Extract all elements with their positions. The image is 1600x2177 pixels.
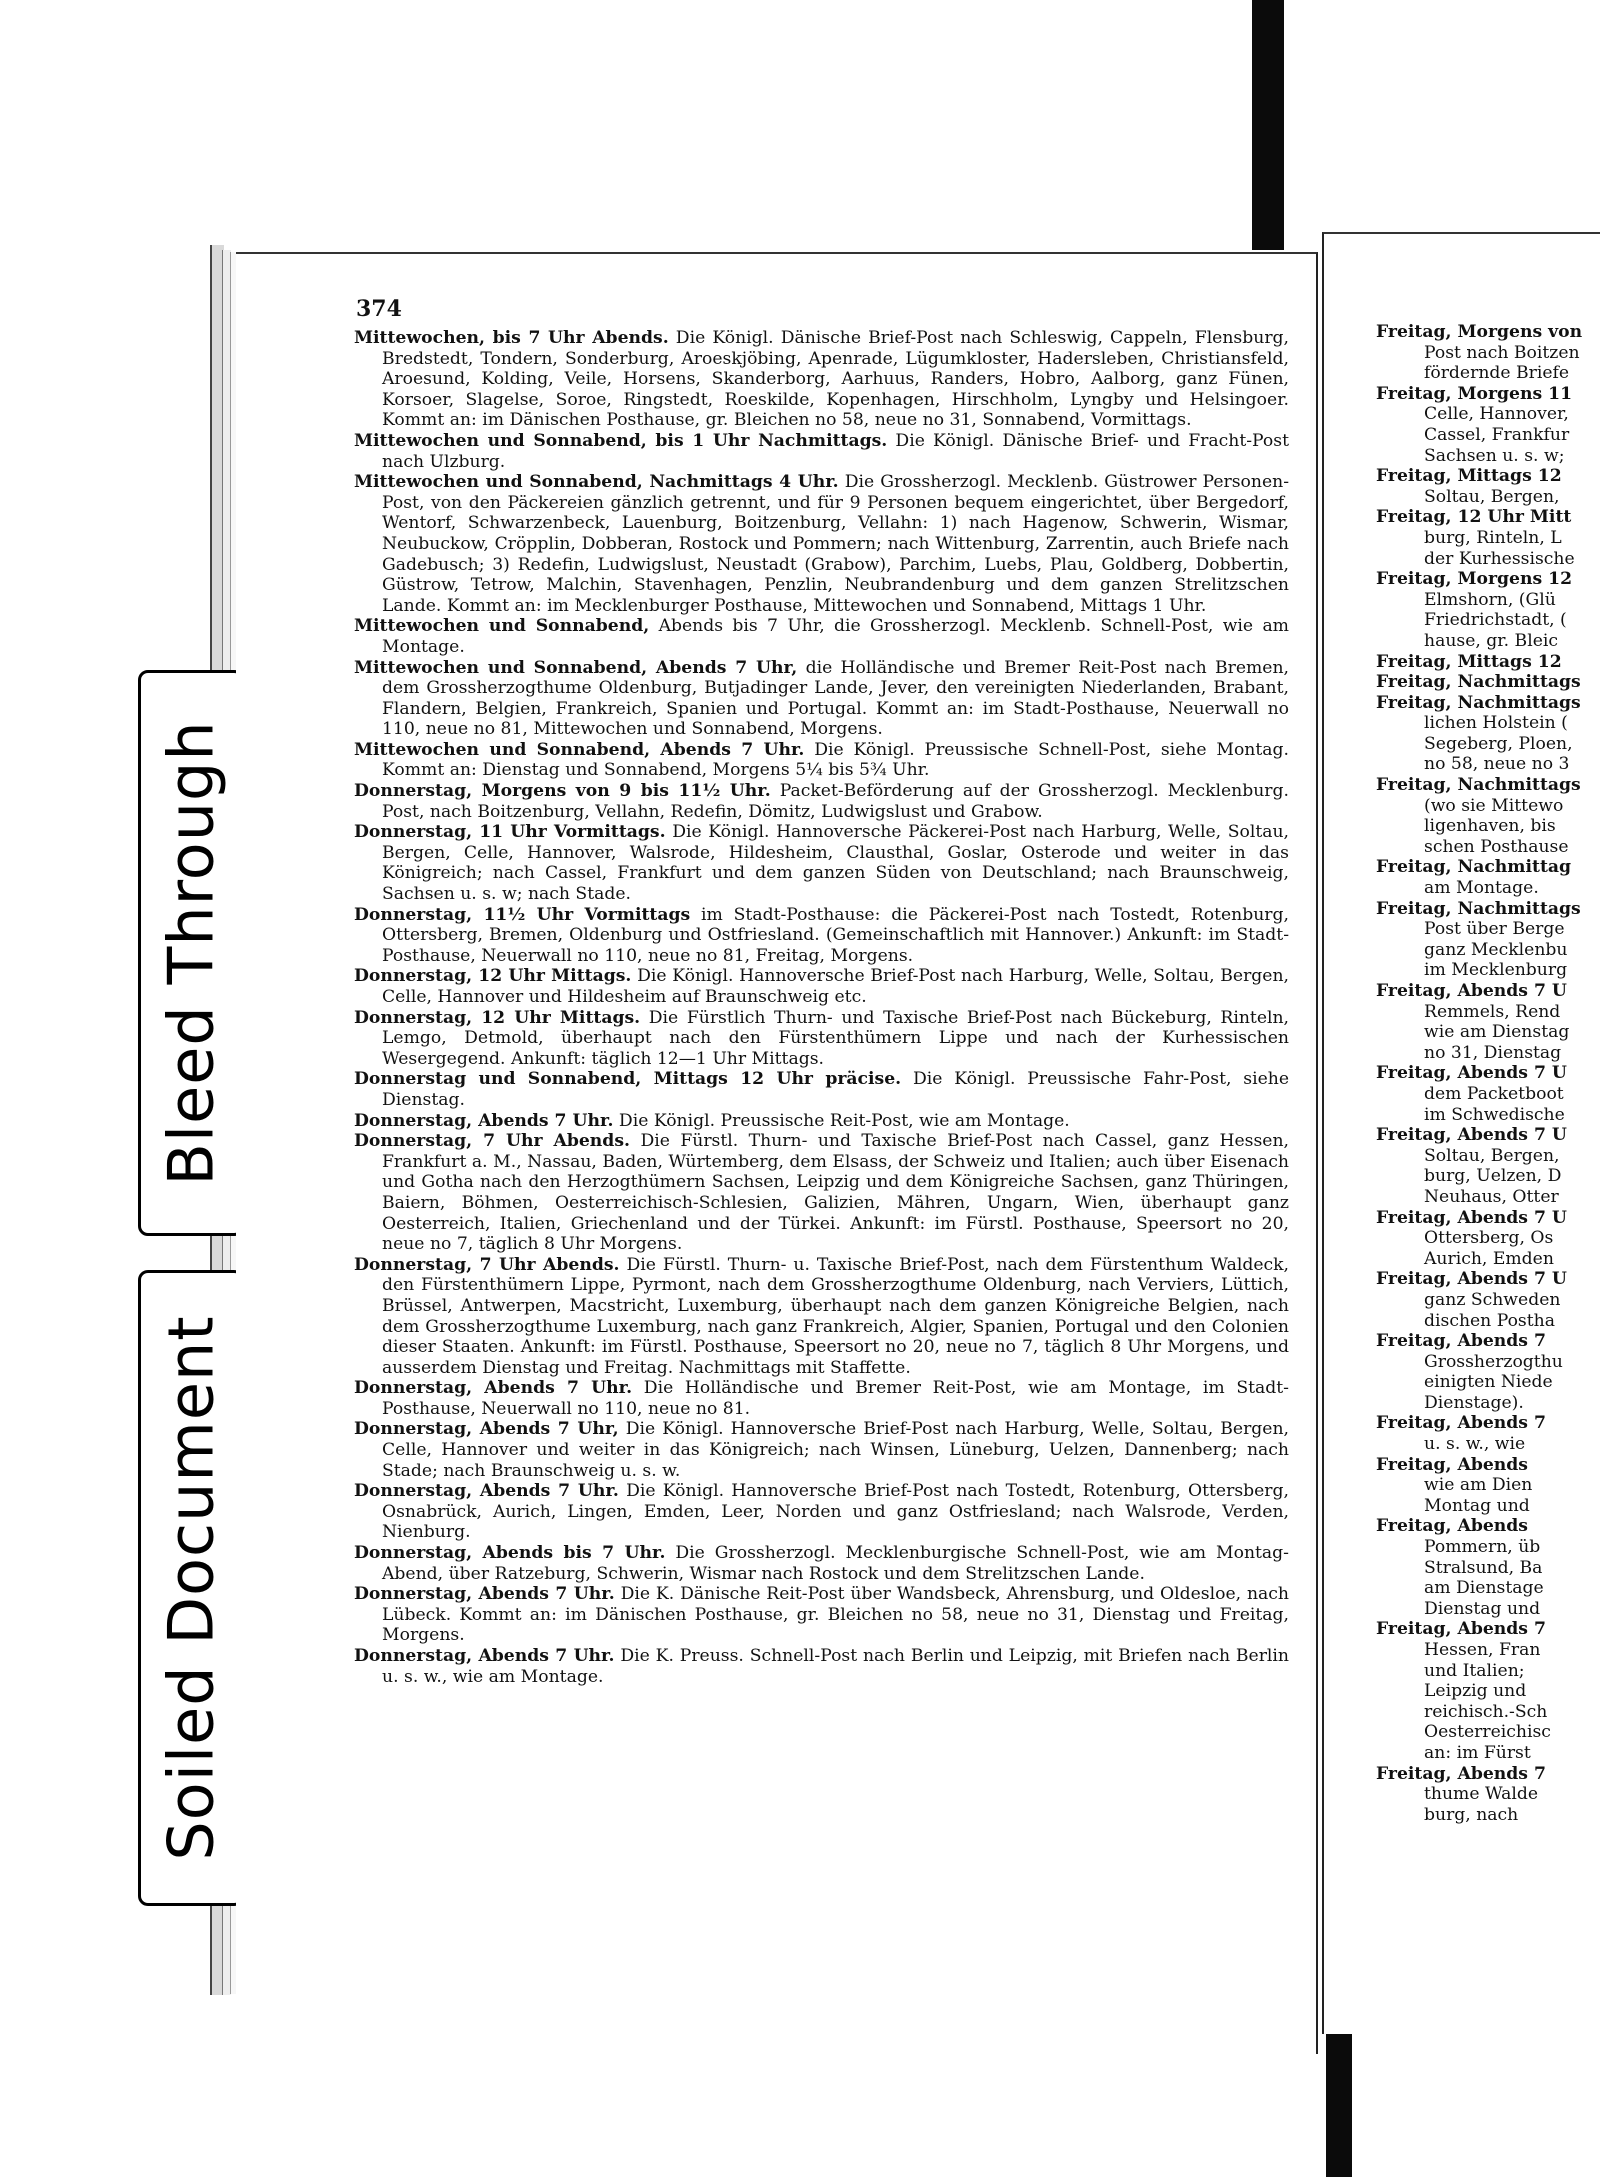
right-entry-line: Soltau, Bergen,: [1424, 1145, 1560, 1166]
schedule-entry: [354, 1419, 1289, 1481]
right-entry-line: dem Packetboot: [1424, 1083, 1564, 1104]
entry-day: Donnerstag, Abends 7 Uhr.: [354, 1646, 615, 1666]
right-entry-line: ganz Schweden: [1424, 1289, 1561, 1310]
entry-day: Donnerstag, Abends bis 7 Uhr.: [354, 1543, 666, 1564]
right-schedule-entry: [1376, 322, 1600, 384]
right-schedule-entry: [1376, 775, 1600, 857]
right-entry-line: Neuhaus, Otter: [1424, 1186, 1559, 1207]
right-entry-line: thume Walde: [1424, 1784, 1539, 1805]
entry-text: Die Grossherzogl. Mecklenb. Güstrower Personen-Post, von den Päckereien gänzlich getrennt, und für 9 Personen bequem eingerichtet, über Bergedorf, Wentorf, Schwarzenbeck, Lauenburg, Boitzenburg, Vellahn: 1) nach Hagenow, Schwerin, Wismar, Neubuckow, Cröpplin, Dobberan, Rostock und Pommern; nach Wittenburg, Zarrentin, auch Briefe nach Gadebusch; 3) Redefin, Ludwigslust, Neustadt (Grabow), Parchim, Luebs, Plau, Goldberg, Dobbertin, Güstrow, Tetrow, Malchin, Stavenhagen, Penzlin, Neubrandenburg und dem ganzen Strelitzschen Lande. Kommt an: im Mecklenburger Posthause, Mittewochen und Sonnabend, Mittags 1 Uhr.: [382, 472, 1289, 616]
right-entry-line: Freitag, Mittags 12: [1376, 651, 1562, 672]
entry-day: Mittewochen und Sonnabend, bis 1 Uhr Nachmittags.: [354, 430, 888, 451]
entry-day: Donnerstag, 12 Uhr Mittags.: [354, 1007, 641, 1028]
right-entry-line: Montag und: [1424, 1495, 1530, 1516]
right-schedule-entry: [1376, 1455, 1600, 1517]
entry-day: Donnerstag, Abends 7 Uhr.: [354, 1481, 619, 1502]
right-entry-line: Sachsen u. s. w;: [1424, 445, 1565, 466]
entry-text: Die Königl. Hannoversche Brief-Post nach Harburg, Welle, Soltau, Bergen, Celle, Hannover und weiter in das Königreich; nach Winsen, Lüneburg, Uelzen, Dannenberg; nach Stade; nach Braunschweig u. s. w.: [382, 1419, 1289, 1481]
entry-text: Die Königl. Hannoversche Brief-Post nach Harburg, Welle, Soltau, Bergen, Celle, Hannover und Hildesheim auf Braunschweig etc.: [382, 966, 1290, 1007]
right-entry-line: wie am Dien: [1424, 1475, 1533, 1496]
right-schedule-entry: [1376, 1063, 1600, 1125]
scanner-bar-top: [1252, 0, 1284, 250]
bleed-through-label: [138, 670, 244, 1236]
right-schedule-entry: [1376, 569, 1600, 651]
entry-day: Donnerstag, 12 Uhr Mittags.: [354, 966, 632, 987]
right-entry-line: Cassel, Frankfur: [1424, 424, 1570, 445]
right-entry-line: im Schwedische: [1424, 1104, 1565, 1125]
right-entry-line: no 31, Dienstag: [1424, 1042, 1562, 1063]
right-entry-line: Ottersberg, Os: [1424, 1228, 1554, 1249]
schedule-entry: [354, 1069, 1289, 1110]
right-schedule-entry: [1376, 672, 1600, 693]
schedule-entry: [354, 328, 1289, 431]
schedule-entry: [354, 1255, 1289, 1379]
schedule-entry: [354, 1008, 1289, 1070]
schedule-entry: [354, 1111, 1289, 1132]
entry-day: Donnerstag, 11 Uhr Vormittags.: [354, 822, 666, 843]
entry-text: Abends bis 7 Uhr, die Grossherzogl. Mecklenb. Schnell-Post, wie am Montage.: [382, 616, 1289, 657]
right-entry-line: (wo sie Mittewo: [1424, 795, 1564, 816]
entry-day: Mittewochen und Sonnabend, Abends 7 Uhr,: [354, 657, 798, 678]
right-entry-line: Freitag, Abends 7: [1376, 1619, 1546, 1640]
entry-text: Die Königl. Dänische Brief- und Fracht-Post nach Ulzburg.: [382, 430, 1289, 472]
schedule-entry: [354, 1378, 1289, 1419]
entry-day: Donnerstag, 7 Uhr Abends.: [354, 1131, 630, 1152]
schedule-entry: [354, 740, 1289, 781]
right-entry-line: lichen Holstein (: [1424, 713, 1568, 734]
right-entry-line: Freitag, Morgens 12: [1376, 569, 1573, 590]
entry-day: Mittewochen, bis 7 Uhr Abends.: [354, 328, 669, 348]
right-entry-line: Pommern, üb: [1424, 1537, 1541, 1558]
right-schedule-entry: [1376, 1208, 1600, 1270]
schedule-entry: [354, 966, 1289, 1007]
right-entry-line: Freitag, Abends 7 U: [1376, 1269, 1567, 1290]
right-entry-line: ligenhaven, bis: [1424, 816, 1556, 837]
right-entry-line: fördernde Briefe: [1424, 363, 1570, 384]
right-entry-line: der Kurhessische: [1424, 548, 1575, 569]
entry-text: Die Fürstl. Thurn- und Taxische Brief-Post nach Cassel, ganz Hessen, Frankfurt a. M., Nassau, Baden, Würtemberg, dem Elsass, der Schweiz und Italien; auch über Eisenach und Gotha nach den Herzogthümern Sachsen, Leipzig und dem Königreiche Sachsen, ganz Thüringen, Baiern, Böhmen, Oesterreichisch-Schlesien, Galizien, Mähren, Ungarn, Wien, überhaupt ganz Oesterreich, Italien, Griechenland und der Türkei. Ankunft: im Fürstl. Posthause, Speersort no 20, neue no 7, täglich 8 Uhr Morgens.: [382, 1131, 1289, 1255]
right-entry-line: Dienstag und: [1424, 1598, 1541, 1619]
right-entry-line: wie am Dienstag: [1424, 1022, 1570, 1043]
right-entry-line: Freitag, Mittags 12: [1376, 466, 1562, 487]
right-entry-line: Oesterreichisc: [1424, 1722, 1551, 1743]
right-entry-line: Soltau, Bergen,: [1424, 486, 1560, 507]
entry-day: Donnerstag, 11½ Uhr Vormittags: [354, 904, 691, 925]
right-entry-line: burg, Uelzen, D: [1424, 1166, 1562, 1187]
right-entry-line: Freitag, Abends 7: [1376, 1331, 1546, 1352]
right-entry-line: im Mecklenburg: [1424, 960, 1568, 981]
left-page-entries: [354, 328, 1289, 1687]
schedule-entry: [354, 616, 1289, 657]
left-page: [236, 252, 1318, 2054]
entry-text: Die Grossherzogl. Mecklenburgische Schnell-Post, wie am Montag-Abend, über Ratzeburg, Schwerin, Wismar nach Rostock und dem Strelitzschen Lande.: [382, 1543, 1289, 1584]
schedule-entry: [354, 781, 1289, 822]
right-entry-line: am Dienstage: [1424, 1578, 1544, 1599]
right-schedule-entry: [1376, 1269, 1600, 1331]
right-entry-line: Freitag, Nachmittags: [1376, 692, 1581, 713]
schedule-entry: [354, 1481, 1289, 1543]
soiled-document-label-text: Soiled Document: [154, 1315, 228, 1861]
right-schedule-entry: [1376, 466, 1600, 507]
right-schedule-entry: [1376, 1413, 1600, 1454]
schedule-entry: [354, 472, 1289, 616]
entry-text: im Stadt-Posthause: die Päckerei-Post nach Tostedt, Rotenburg, Ottersberg, Bremen, Oldenburg und Ostfriesland. (Gemeinschaftlich mit Hannover.) Ankunft: im Stadt-Posthause, Neuerwall no 110, neue no 81, Freitag, Morgens.: [382, 904, 1289, 966]
schedule-entry: [354, 1646, 1289, 1687]
entry-day: Donnerstag, Abends 7 Uhr,: [354, 1419, 619, 1440]
right-schedule-entry: [1376, 1619, 1600, 1763]
right-entry-line: Freitag, Abends 7 U: [1376, 1207, 1567, 1228]
schedule-entry: [354, 1584, 1289, 1646]
schedule-entry: [354, 905, 1289, 967]
right-entry-line: burg, nach: [1424, 1804, 1519, 1825]
entry-text: Die Königl. Hannoversche Brief-Post nach Tostedt, Rotenburg, Ottersberg, Osnabrück, Aurich, Lingen, Emden, Leer, Norden und ganz Ostfriesland; nach Walsrode, Verden, Nienburg.: [382, 1481, 1289, 1543]
right-entry-line: Remmels, Rend: [1424, 1001, 1561, 1022]
schedule-entry: [354, 431, 1289, 472]
right-schedule-entry: [1376, 1764, 1600, 1826]
entry-text: Packet-Beförderung auf der Grossherzogl. Mecklenburg. Post, nach Boitzenburg, Vellahn, Redefin, Dömitz, Ludwigslust und Grabow.: [382, 781, 1289, 822]
right-entry-line: hause, gr. Bleic: [1424, 630, 1558, 651]
right-entry-line: Freitag, Morgens 11: [1376, 383, 1573, 404]
right-entry-line: Stralsund, Ba: [1424, 1557, 1543, 1578]
right-schedule-entry: [1376, 899, 1600, 981]
right-schedule-entry: [1376, 507, 1600, 569]
entry-day: Donnerstag, 7 Uhr Abends.: [354, 1254, 620, 1275]
scanner-bar-bottom: [1326, 2030, 1352, 2177]
schedule-entry: [354, 822, 1289, 904]
right-entry-line: Freitag, Nachmittags: [1376, 898, 1581, 919]
bleed-through-label-text: Bleed Through: [154, 720, 228, 1186]
right-schedule-entry: [1376, 1331, 1600, 1413]
right-entry-line: Freitag, Abends 7 U: [1376, 1063, 1567, 1084]
right-entry-line: einigten Niede: [1424, 1372, 1553, 1393]
entry-text: Die Königl. Preussische Schnell-Post, siehe Montag. Kommt an: Dienstag und Sonnabend, Morgens 5¼ bis 5¾ Uhr.: [382, 739, 1289, 781]
entry-day: Mittewochen und Sonnabend, Nachmittags 4 Uhr.: [354, 472, 839, 493]
right-entry-line: Freitag, Nachmittags: [1376, 775, 1581, 796]
entry-text: Die Königl. Hannoversche Päckerei-Post nach Harburg, Welle, Soltau, Bergen, Celle, Hannover, Walsrode, Hildesheim, Clausthal, Goslar, Osterode und weiter in das Königreich; nach Cassel, Frankfurt und dem ganzen Süden von Deutschland; nach Braunschweig, Sachsen u. s. w; nach Stade.: [382, 822, 1290, 905]
right-entry-line: Friedrichstadt, (: [1424, 610, 1567, 631]
entry-day: Mittewochen und Sonnabend,: [354, 616, 650, 637]
right-entry-line: Freitag, Abends: [1376, 1516, 1528, 1537]
entry-text: Die Königl. Preussische Reit-Post, wie am Montage.: [618, 1110, 1070, 1131]
entry-day: Donnerstag und Sonnabend, Mittags 12 Uhr präcise.: [354, 1069, 902, 1090]
right-entry-line: Grossherzogthu: [1424, 1351, 1563, 1372]
right-page-entries: [1376, 322, 1600, 1825]
right-schedule-entry: [1376, 1516, 1600, 1619]
right-entry-line: Post nach Boitzen: [1424, 342, 1580, 363]
right-entry-line: an: im Fürst: [1424, 1742, 1531, 1763]
right-entry-line: ganz Mecklenbu: [1424, 939, 1568, 960]
entry-day: Donnerstag, Abends 7 Uhr.: [354, 1584, 615, 1605]
right-entry-line: Freitag, Nachmittags: [1376, 672, 1581, 693]
right-page: [1322, 232, 1600, 2034]
right-entry-line: burg, Rinteln, L: [1424, 527, 1562, 548]
right-entry-line: Elmshorn, (Glü: [1424, 589, 1556, 610]
right-entry-line: und Italien;: [1424, 1660, 1525, 1681]
right-entry-line: Freitag, Abends 7 U: [1376, 981, 1567, 1001]
schedule-entry: [354, 1543, 1289, 1584]
schedule-entry: [354, 658, 1289, 740]
entry-day: Mittewochen und Sonnabend, Abends 7 Uhr.: [354, 739, 805, 760]
right-entry-line: am Montage.: [1424, 878, 1539, 899]
schedule-entry: [354, 1131, 1289, 1255]
right-entry-line: Post über Berge: [1424, 919, 1565, 940]
entry-text: Die Königl. Dänische Brief-Post nach Schleswig, Cappeln, Flensburg, Bredstedt, Tondern, Sonderburg, Aroeskjöbing, Apenrade, Lügumkloster, Hadersleben, Christiansfeld, Aroesund, Kolding, Veile, Horsens, Skanderborg, Aarhuus, Randers, Hobro, Aalborg, ganz Fünen, Korsoer, Slagelse, Soroe, Ringstedt, Roeskilde, Kopenhagen, Hirschholm, Lyngby und Helsingoer. Kommt an: im Dänischen Posthause, gr. Bleichen no 58, neue no 31, Sonnabend, Vormittags.: [382, 328, 1290, 431]
right-entry-line: Aurich, Emden: [1424, 1248, 1554, 1269]
right-entry-line: reichisch.-Sch: [1424, 1701, 1548, 1722]
soiled-document-label: [138, 1270, 244, 1906]
entry-text: Die Holländische und Bremer Reit-Post, wie am Montage, im Stadt-Posthause, Neuerwall no 110, neue no 81.: [382, 1378, 1289, 1419]
right-entry-line: Leipzig und: [1424, 1681, 1527, 1702]
entry-text: Die Fürstl. Thurn- u. Taxische Brief-Post, nach dem Fürstenthum Waldeck, den Fürstenthümern Lippe, Pyrmont, nach dem Grossherzogthume Oldenburg, nach Verviers, Lüttich, Brüssel, Antwerpen, Macstricht, Luxemburg, überhaupt nach dem ganzen Königreiche Belgien, nach dem Grossherzogthume Luxemburg, nach ganz Frankreich, Algier, Spanien, Portugal und den Colonien dieser Staaten. Ankunft: im Fürstl. Posthause, Speersort no 20, neue no 7, täglich 8 Uhr Morgens, und ausserdem Dienstag und Freitag. Nachmittags mit Staffette.: [382, 1254, 1290, 1378]
right-entry-line: u. s. w., wie: [1424, 1434, 1526, 1455]
right-entry-line: dischen Postha: [1424, 1310, 1555, 1331]
right-schedule-entry: [1376, 981, 1600, 1063]
right-entry-line: Freitag, Abends: [1376, 1454, 1528, 1475]
entry-day: Donnerstag, Abends 7 Uhr.: [354, 1378, 633, 1399]
right-entry-line: Celle, Hannover,: [1424, 404, 1569, 425]
right-entry-line: Freitag, Abends 7 U: [1376, 1125, 1567, 1146]
right-schedule-entry: [1376, 652, 1600, 673]
right-entry-line: Hessen, Fran: [1424, 1640, 1541, 1660]
right-schedule-entry: [1376, 857, 1600, 898]
right-entry-line: Freitag, Abends 7: [1376, 1413, 1546, 1434]
right-entry-line: schen Posthause: [1424, 836, 1569, 857]
entry-text: Die K. Preuss. Schnell-Post nach Berlin und Leipzig, mit Briefen nach Berlin u. s. w., wie am Montage.: [382, 1646, 1289, 1687]
entry-day: Donnerstag, Abends 7 Uhr.: [354, 1110, 614, 1131]
right-entry-line: Dienstage).: [1424, 1392, 1524, 1413]
right-entry-line: Freitag, Morgens von: [1376, 322, 1583, 342]
entry-text: Die Fürstlich Thurn- und Taxische Brief-Post nach Bückeburg, Rinteln, Lemgo, Detmold, überhaupt nach den Fürstenthümern Lippe und nach der Kurhessischen Wesergegend. Ankunft: täglich 12—1 Uhr Mittags.: [382, 1007, 1290, 1069]
right-schedule-entry: [1376, 1125, 1600, 1207]
entry-day: Donnerstag, Morgens von 9 bis 11½ Uhr.: [354, 781, 771, 802]
page-number: 374: [356, 296, 402, 322]
entry-text: Die Königl. Preussische Fahr-Post, siehe Dienstag.: [382, 1069, 1290, 1110]
right-schedule-entry: [1376, 384, 1600, 466]
right-entry-line: no 58, neue no 3: [1424, 754, 1570, 775]
right-entry-line: Freitag, 12 Uhr Mitt: [1376, 507, 1572, 528]
entry-text: Die K. Dänische Reit-Post über Wandsbeck, Ahrensburg, und Oldesloe, nach Lübeck. Kommt an: im Dänischen Posthause, gr. Bleichen no 58, neue no 31, Dienstag und Freitag, Morgens.: [382, 1584, 1289, 1646]
entry-text: die Holländische und Bremer Reit-Post nach Bremen, dem Grossherzogthume Oldenburg, Butjadinger Lande, Jever, den vereinigten Niederlanden, Brabant, Flandern, Belgien, Frankreich, Spanien und Portugal. Kommt an: im Stadt-Posthause, Neuerwall no 110, neue no 81, Mittewochen und Sonnabend, Morgens.: [382, 657, 1289, 740]
right-entry-line: Freitag, Abends 7: [1376, 1763, 1546, 1784]
right-schedule-entry: [1376, 693, 1600, 775]
right-entry-line: Segeberg, Ploen,: [1424, 733, 1573, 754]
right-entry-line: Freitag, Nachmittag: [1376, 857, 1572, 878]
